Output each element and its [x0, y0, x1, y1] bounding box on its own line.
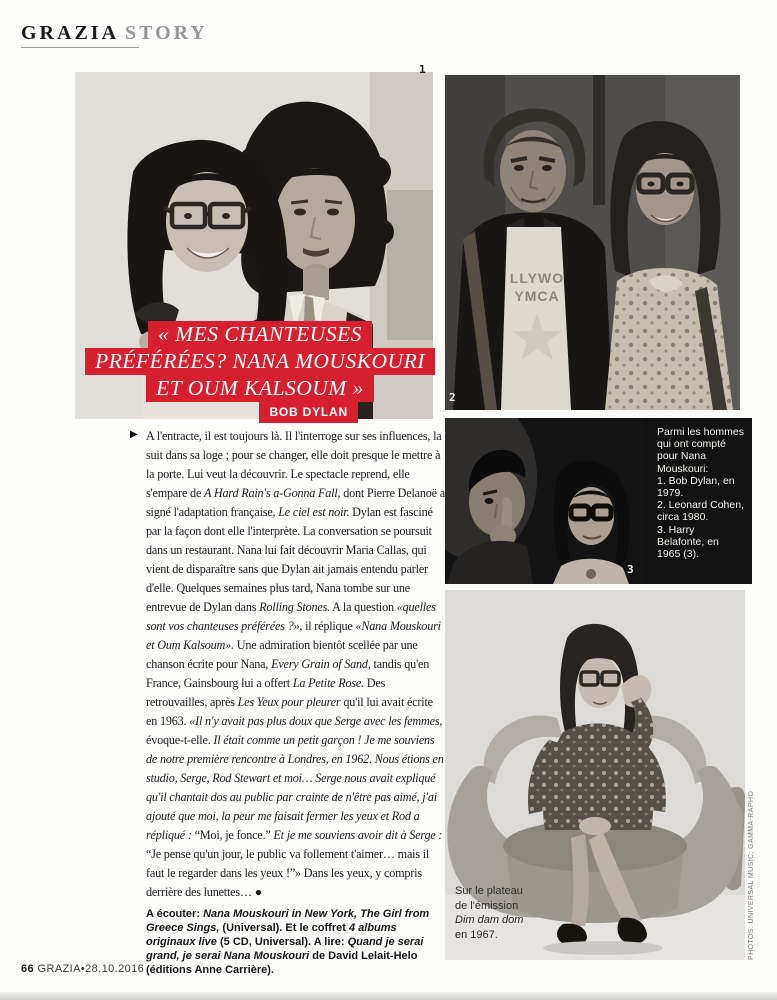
page-bottom-edge — [0, 992, 777, 1000]
photo-belafonte-mouskouri — [445, 418, 645, 584]
listen-read-block: A écouter: Nana Mouskouri in New York, The Girl from Greece Sings, (Universal). Et le coffret 4 albums originaux live (5 CD, Universal). A lire: Quand je serai grand, je serai Nana Mouskouri de David Lelait-Helo (éditions Anne Carrière). — [146, 908, 430, 976]
footer-brand: GRAZIA — [37, 963, 81, 975]
article-body: A l'entracte, il est toujours là. Il l'interroge sur ses influences, la suit dans sa loge ; pour se changer, elle doit presque le mettre à la porte. Lui veut la découvrir. Le spectacle reprend, elle s'empare de A Hard Rain's a-Gonna Fall, dont Pierre Delanoë a signé l'adaptation française, Le ciel est noir. Dylan est fasciné par la façon dont elle l'interprète. La conversation se poursuit dans un restaurant. Nana lui fait découvrir Maria Callas, qui vient de disparaître sans que Dylan ait jamais entendu parler d'elle. Quelques semaines plus tard, Nana tombe sur une entrevue de Dylan dans Rolling Stones. A la question «quelles sont vos chanteuses préférées ?», il réplique «Nana Mouskouri et Oum Kalsoum». Une admiration bientôt scellée par une chanson écrite pour Nana, Every Grain of Sand, tandis qu'en France, Gainsbourg lui a offert La Petite Rose. Des retrouvailles, après Les Yeux pour pleurer qu'il lui avait écrite en 1963. «Il n'y avait pas plus doux que Serge avec les femmes, évoque-t-elle. Il était comme un petit garçon ! Je me souviens de notre première rencontre à Londres, en 1962. Nous étions en studio, Serge, Rod Stewart et moi… Serge nous avait expliqué qu'il chantait dos au public par crainte de n'être pas aimé, j'ai ajouté que moi, la peur me faisait fermer les yeux et Rod a répliqué : “Moi, je fonce.” Et je me souviens avoir dit à Serge : “Je pense qu'un jour, le public va follement t'aimer… mais il faut le regarder dans les yeux !”» Dans les yeux, y compris derrière des lunettes… ● — [146, 429, 445, 899]
photo2-number: 2 — [449, 391, 456, 404]
photo-belafonte-mouskouri-image — [445, 418, 645, 584]
article-column — [146, 427, 445, 977]
page-footer — [21, 963, 144, 975]
quote-line-2: PRÉFÉRÉES? NANA MOUSKOURI — [85, 348, 435, 375]
shirt-text-line2: YMCA — [514, 288, 560, 304]
quote-line-3: ET OUM KALSOUM » — [146, 375, 374, 402]
photo-cohen-mouskouri-image — [445, 75, 740, 410]
article-bullet: ▶ — [130, 429, 138, 440]
pull-quote — [85, 321, 435, 423]
section-title: STORY — [125, 22, 208, 44]
page-number: 66 — [21, 963, 35, 975]
photo-caption-box — [645, 418, 752, 584]
caption-box-items: 1. Bob Dylan, en 1979. 2. Leonard Cohen, circa 1980. 3. Harry Belafonte, en 1965 (3). — [657, 474, 744, 561]
footer-date: 28.10.2016 — [85, 963, 145, 975]
caption-box-intro: Parmi les hommes qui ont compté pour Nana Mouskouri: — [657, 426, 744, 475]
shirt-text-line1: LLYWO — [509, 270, 565, 286]
quote-attribution: BOB DYLAN — [259, 402, 358, 423]
brand-logo: GRAZIA — [21, 22, 120, 44]
photo-credit: PHOTOS: UNIVERSAL MUSIC; GAMMA-RAPHO — [748, 790, 755, 960]
footer-separator: • — [80, 963, 86, 975]
photo1-number: 1 — [419, 63, 426, 76]
photo-cohen-mouskouri — [445, 75, 740, 410]
masthead — [21, 22, 208, 45]
quote-line-1: « MES CHANTEUSES — [148, 321, 372, 348]
photo3-number: 3 — [627, 563, 634, 576]
masthead-rule — [21, 47, 139, 48]
photo4-caption: Sur le plateau de l'émission Dim dam dom en 1967. — [455, 885, 524, 941]
